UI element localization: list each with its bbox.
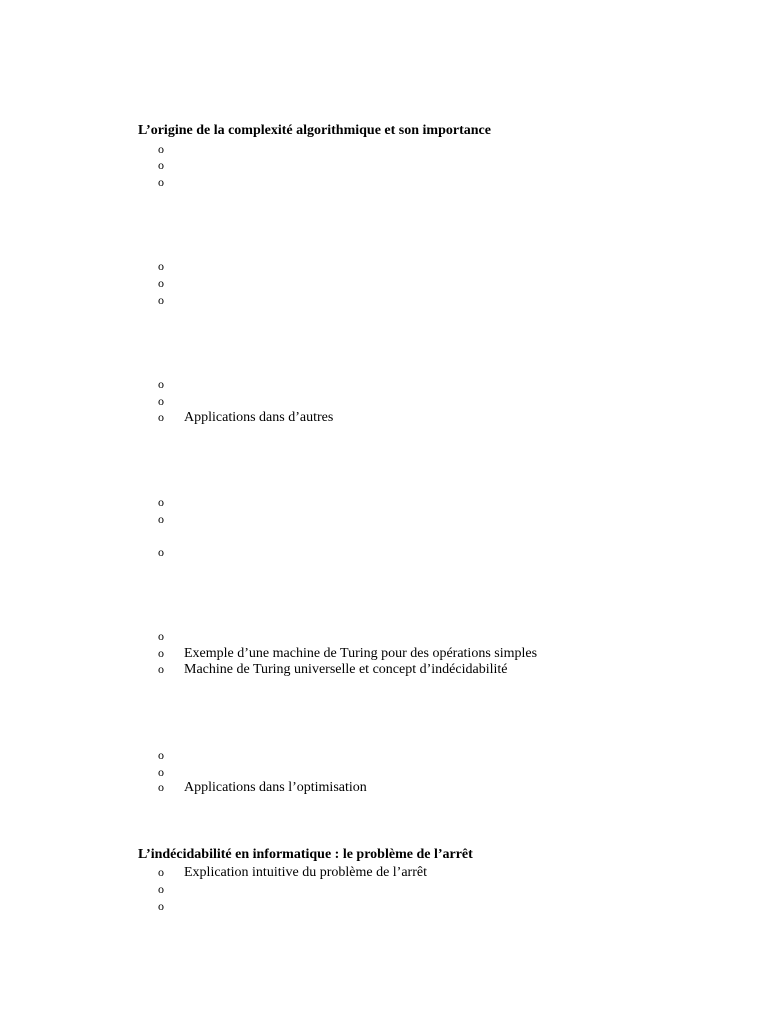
hollow-bullet-icon: o [158,899,164,913]
list-item-text: Machine de Turing universelle et concept d’indécidabilité [184,662,508,677]
hollow-bullet-icon: o [158,175,164,189]
section-heading: L’indécidabilité en informatique : le problème de l’arrêt [138,847,473,862]
hollow-bullet-icon: o [158,765,164,779]
hollow-bullet-icon: o [158,142,164,156]
hollow-bullet-icon: o [158,293,164,307]
hollow-bullet-icon: o [158,629,164,643]
hollow-bullet-icon: o [158,158,164,172]
hollow-bullet-icon: o [158,865,164,879]
hollow-bullet-icon: o [158,545,164,559]
hollow-bullet-icon: o [158,495,164,509]
list-item-text: Explication intuitive du problème de l’arrêt [184,865,427,880]
hollow-bullet-icon: o [158,377,164,391]
hollow-bullet-icon: o [158,882,164,896]
hollow-bullet-icon: o [158,748,164,762]
hollow-bullet-icon: o [158,259,164,273]
list-item-text: Exemple d’une machine de Turing pour des opérations simples [184,646,538,661]
hollow-bullet-icon: o [158,276,164,290]
hollow-bullet-icon: o [158,646,164,660]
list-item-text: Applications dans l’optimisation [184,780,367,795]
hollow-bullet-icon: o [158,394,164,408]
list-item-text: Applications dans d’autres [184,410,334,425]
section-heading: L’origine de la complexité algorithmique et son importance [138,123,491,138]
hollow-bullet-icon: o [158,410,164,424]
hollow-bullet-icon: o [158,780,164,794]
hollow-bullet-icon: o [158,512,164,526]
hollow-bullet-icon: o [158,662,164,676]
